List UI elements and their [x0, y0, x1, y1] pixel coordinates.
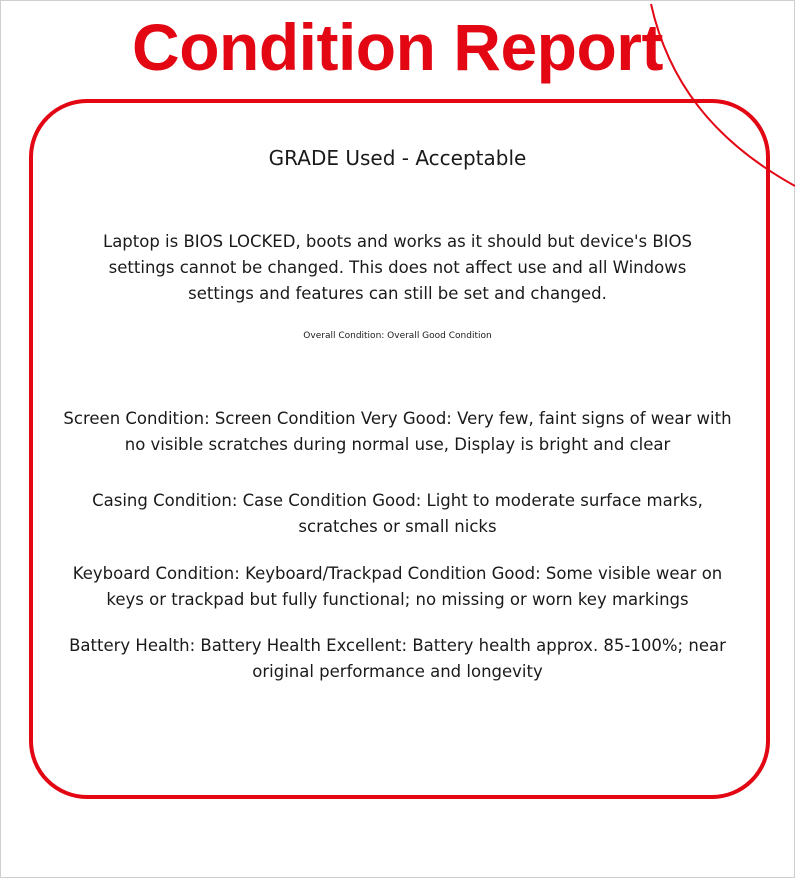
overall-condition: Overall Condition: Overall Good Condition — [303, 331, 492, 341]
keyboard-condition: Keyboard Condition: Keyboard/Trackpad Condition Good: Some visible wear on keys or trackpad but fully functional; no missing or worn key markings — [72, 564, 723, 609]
bios-lock-note: Laptop is BIOS LOCKED, boots and works as it should but device's BIOS settings cannot be changed. This does not affect use and all Windows settings and features can still be set and changed. — [103, 232, 692, 303]
page-title: Condition Report — [132, 10, 663, 84]
battery-health: Battery Health: Battery Health Excellent: Battery health approx. 85-100%; near original performance and longevity — [69, 636, 726, 681]
grade-heading: GRADE Used - Acceptable — [268, 146, 527, 170]
screen-condition: Screen Condition: Screen Condition Very Good: Very few, faint signs of wear with no visible scratches during normal use, Display is bright and clear — [63, 409, 732, 454]
casing-condition: Casing Condition: Case Condition Good: Light to moderate surface marks, scratches or small nicks — [92, 491, 703, 536]
